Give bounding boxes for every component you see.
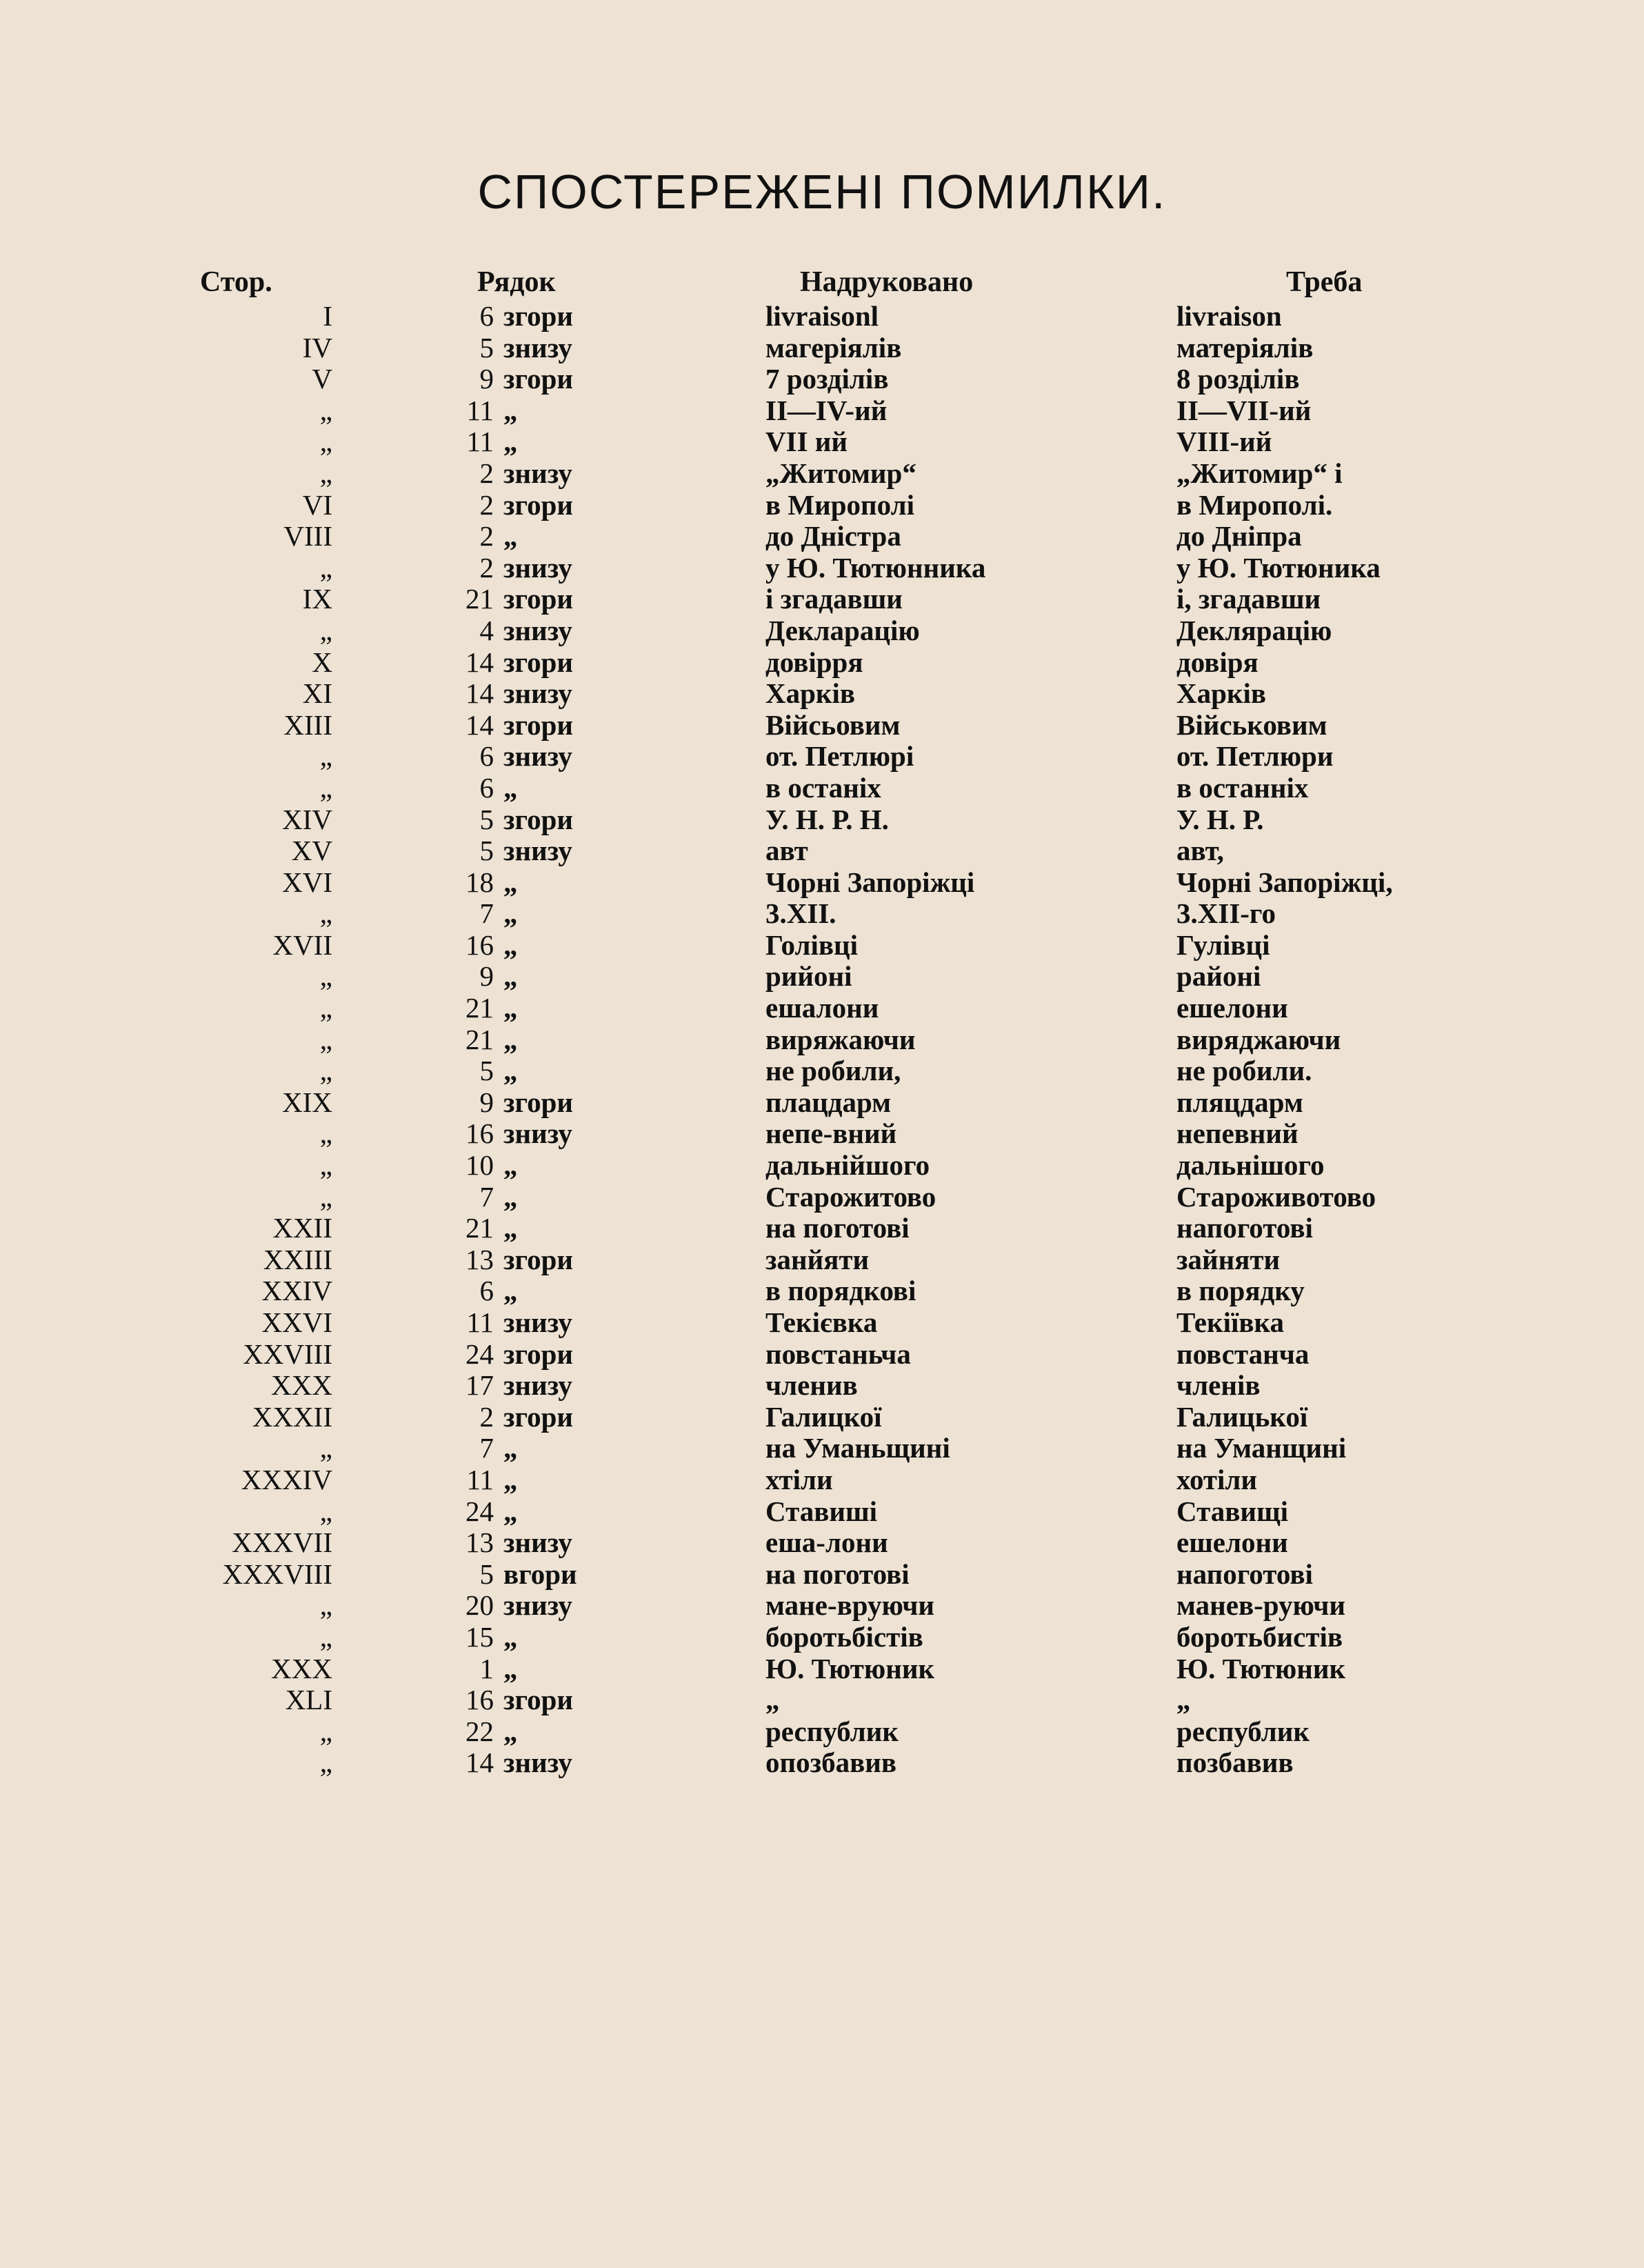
- table-row: [0, 678, 1644, 710]
- cell-line-direction: згори: [503, 1243, 573, 1275]
- cell-line-number: 6: [479, 771, 494, 804]
- cell-line-direction: знизу: [503, 1369, 572, 1402]
- cell-page: „: [319, 1620, 332, 1653]
- table-row: [0, 301, 1644, 332]
- cell-should: районі: [1176, 960, 1261, 993]
- cell-page: „: [319, 1055, 332, 1087]
- table-row: [0, 1716, 1644, 1748]
- cell-line-direction: знизу: [503, 1526, 572, 1559]
- header-should: Треба: [1286, 266, 1363, 298]
- cell-printed: Текієвка: [765, 1306, 878, 1338]
- cell-should: ешелони: [1176, 992, 1288, 1024]
- cell-page: „: [319, 1117, 332, 1150]
- cell-line-number: 6: [479, 740, 494, 773]
- cell-line-direction: згори: [503, 583, 573, 615]
- cell-line-direction: „: [503, 960, 518, 993]
- table-row: [0, 1684, 1644, 1716]
- cell-line-number: 10: [465, 1149, 494, 1182]
- cell-should: Військовим: [1176, 708, 1327, 741]
- cell-line-direction: „: [503, 1180, 518, 1213]
- errata-table: [0, 301, 1644, 1779]
- cell-page: X: [312, 646, 332, 678]
- cell-printed: Ставиші: [765, 1495, 877, 1527]
- cell-should: зайняти: [1176, 1243, 1281, 1275]
- cell-page: XLI: [285, 1684, 332, 1716]
- cell-line-number: 7: [479, 1180, 494, 1213]
- cell-printed: мане-вруючи: [765, 1589, 935, 1622]
- table-row: [0, 553, 1644, 584]
- cell-printed: Харків: [765, 677, 856, 710]
- cell-line-direction: знизу: [503, 1589, 572, 1622]
- cell-printed: довірря: [765, 646, 863, 678]
- cell-line-direction: знизу: [503, 614, 572, 646]
- cell-printed: на поготові: [765, 1558, 910, 1590]
- cell-printed: еша-лони: [765, 1526, 888, 1559]
- cell-line-number: 5: [479, 1558, 494, 1590]
- cell-line-direction: „: [503, 1620, 518, 1653]
- cell-should: авт,: [1176, 835, 1224, 867]
- cell-line-direction: згори: [503, 300, 573, 332]
- cell-should: на Уманщині: [1176, 1432, 1347, 1464]
- table-row: [0, 615, 1644, 647]
- table-row: [0, 1747, 1644, 1779]
- cell-should: манев-руючи: [1176, 1589, 1346, 1622]
- cell-line-direction: згори: [503, 1337, 573, 1370]
- cell-should: виряджаючи: [1176, 1023, 1341, 1055]
- cell-should: 3.XII-го: [1176, 897, 1276, 930]
- cell-printed: не робили,: [765, 1055, 901, 1087]
- cell-printed: Старожитово: [765, 1180, 936, 1213]
- table-row: [0, 1275, 1644, 1307]
- cell-should: от. Петлюри: [1176, 740, 1334, 773]
- cell-page: XVI: [282, 866, 332, 898]
- cell-should: Ставищі: [1176, 1495, 1288, 1527]
- cell-printed: Чорні Запоріжці: [765, 866, 975, 898]
- cell-line-direction: згори: [503, 488, 573, 521]
- cell-page: „: [319, 394, 332, 426]
- table-row: [0, 332, 1644, 364]
- cell-line-number: 11: [466, 1306, 494, 1338]
- cell-page: „: [319, 771, 332, 804]
- cell-page: XXXII: [252, 1400, 332, 1433]
- cell-page: „: [319, 551, 332, 584]
- cell-line-number: 18: [465, 866, 494, 898]
- cell-line-direction: згори: [503, 1684, 573, 1716]
- table-row: [0, 1307, 1644, 1339]
- cell-printed: занйяти: [765, 1243, 870, 1275]
- cell-line-number: 9: [479, 1086, 494, 1118]
- cell-printed: „: [765, 1684, 780, 1716]
- cell-page: „: [319, 1180, 332, 1213]
- cell-page: „: [319, 457, 332, 489]
- cell-line-direction: знизу: [503, 1117, 572, 1150]
- cell-page: XIII: [283, 708, 332, 741]
- table-row: [0, 1150, 1644, 1182]
- cell-line-number: 5: [479, 1055, 494, 1087]
- cell-printed: і згадавши: [765, 583, 903, 615]
- cell-line-number: 4: [479, 614, 494, 646]
- cell-line-direction: знизу: [503, 835, 572, 867]
- cell-should: в останніх: [1176, 771, 1309, 804]
- table-row: [0, 1087, 1644, 1119]
- cell-line-number: 6: [479, 1275, 494, 1307]
- table-row: [0, 1653, 1644, 1685]
- cell-should: Галицької: [1176, 1400, 1308, 1433]
- table-row: [0, 426, 1644, 458]
- cell-line-number: 16: [465, 1684, 494, 1716]
- table-row: [0, 773, 1644, 804]
- cell-page: XVII: [272, 928, 332, 961]
- cell-line-number: 11: [466, 426, 494, 458]
- table-row: [0, 898, 1644, 930]
- table-row: [0, 1213, 1644, 1244]
- cell-line-number: 5: [479, 835, 494, 867]
- cell-line-number: 11: [466, 394, 494, 426]
- cell-line-number: 14: [465, 708, 494, 741]
- cell-line-number: 9: [479, 363, 494, 395]
- table-row: [0, 1339, 1644, 1371]
- cell-page: XXIV: [261, 1275, 332, 1307]
- cell-page: „: [319, 1432, 332, 1464]
- header-printed: Надруковано: [800, 266, 974, 298]
- cell-printed: республик: [765, 1715, 899, 1747]
- cell-line-number: 1: [479, 1652, 494, 1684]
- cell-page: XXVIII: [243, 1337, 332, 1370]
- cell-line-number: 7: [479, 1432, 494, 1464]
- cell-line-number: 2: [479, 520, 494, 553]
- cell-should: хотіли: [1176, 1463, 1258, 1495]
- cell-should: Ю. Тютюник: [1176, 1652, 1346, 1684]
- cell-should: Староживотово: [1176, 1180, 1376, 1213]
- cell-should: livraison: [1176, 300, 1282, 332]
- table-row: [0, 647, 1644, 679]
- cell-printed: членив: [765, 1369, 858, 1402]
- cell-line-number: 21: [465, 1212, 494, 1244]
- cell-line-direction: „: [503, 928, 518, 961]
- cell-page: „: [319, 614, 332, 646]
- cell-line-direction: „: [503, 1275, 518, 1307]
- cell-printed: повстаньча: [765, 1337, 911, 1370]
- cell-page: XXXVII: [232, 1526, 332, 1559]
- cell-line-direction: „: [503, 1432, 518, 1464]
- cell-page: „: [319, 1023, 332, 1055]
- cell-should: непевний: [1176, 1117, 1299, 1150]
- cell-should: у Ю. Тютюника: [1176, 551, 1381, 584]
- table-row: [0, 1559, 1644, 1591]
- table-row: [0, 867, 1644, 899]
- cell-printed: боротьбістів: [765, 1620, 923, 1653]
- cell-printed: в останіх: [765, 771, 881, 804]
- cell-should: Гулівці: [1176, 928, 1270, 961]
- cell-line-direction: „: [503, 897, 518, 930]
- cell-printed: магеріялів: [765, 331, 902, 364]
- cell-page: XIX: [282, 1086, 332, 1118]
- table-row: [0, 490, 1644, 521]
- cell-line-direction: „: [503, 394, 518, 426]
- cell-printed: II—IV-ий: [765, 394, 888, 426]
- cell-page: „: [319, 1149, 332, 1182]
- cell-line-direction: знизу: [503, 1747, 572, 1779]
- cell-should: не робили.: [1176, 1055, 1312, 1087]
- cell-printed: Війсьовим: [765, 708, 901, 741]
- table-row: [0, 1370, 1644, 1402]
- cell-should: і, згадавши: [1176, 583, 1321, 615]
- cell-page: IX: [302, 583, 332, 615]
- cell-line-direction: знизу: [503, 1306, 572, 1338]
- table-row: [0, 1244, 1644, 1276]
- table-row: [0, 804, 1644, 836]
- cell-line-direction: згори: [503, 803, 573, 835]
- cell-printed: У. Н. Р. Н.: [765, 803, 889, 835]
- cell-line-direction: згори: [503, 363, 573, 395]
- cell-line-direction: знизу: [503, 551, 572, 584]
- cell-line-number: 16: [465, 1117, 494, 1150]
- table-row: [0, 930, 1644, 962]
- header-line: Рядок: [477, 266, 556, 298]
- cell-should: до Дніпра: [1176, 520, 1302, 553]
- cell-line-direction: знизу: [503, 331, 572, 364]
- cell-line-number: 24: [465, 1337, 494, 1370]
- cell-printed: опозбавив: [765, 1747, 897, 1779]
- cell-line-direction: вгори: [503, 1558, 577, 1590]
- cell-line-direction: згори: [503, 708, 573, 741]
- cell-line-direction: „: [503, 1495, 518, 1527]
- cell-page: VI: [302, 488, 332, 521]
- cell-page: „: [319, 426, 332, 458]
- cell-line-number: 13: [465, 1243, 494, 1275]
- cell-line-number: 16: [465, 928, 494, 961]
- cell-line-direction: знизу: [503, 677, 572, 710]
- cell-should: республик: [1176, 1715, 1310, 1747]
- cell-line-direction: згори: [503, 646, 573, 678]
- cell-page: „: [319, 960, 332, 993]
- cell-line-direction: „: [503, 1023, 518, 1055]
- cell-page: IV: [302, 331, 332, 364]
- cell-should: позбавив: [1176, 1747, 1294, 1779]
- table-row: [0, 364, 1644, 395]
- cell-should: II—VII-ий: [1176, 394, 1312, 426]
- cell-should: напоготові: [1176, 1212, 1313, 1244]
- cell-page: „: [319, 740, 332, 773]
- cell-line-direction: згори: [503, 1086, 573, 1118]
- cell-line-number: 21: [465, 1023, 494, 1055]
- cell-line-number: 21: [465, 992, 494, 1024]
- cell-line-number: 5: [479, 331, 494, 364]
- table-row: [0, 521, 1644, 553]
- cell-line-number: 2: [479, 1400, 494, 1433]
- cell-printed: Ю. Тютюник: [765, 1652, 935, 1684]
- cell-page: „: [319, 897, 332, 930]
- cell-page: XIV: [282, 803, 332, 835]
- table-row: [0, 1182, 1644, 1213]
- header-page: Стор.: [200, 266, 272, 298]
- cell-should: „Житомир“ і: [1176, 457, 1343, 489]
- cell-should: довіря: [1176, 646, 1259, 678]
- table-row: [0, 1433, 1644, 1464]
- cell-page: XXII: [272, 1212, 332, 1244]
- cell-line-direction: „: [503, 1055, 518, 1087]
- cell-page: XXX: [271, 1652, 332, 1684]
- cell-line-direction: „: [503, 426, 518, 458]
- cell-page: XV: [291, 835, 332, 867]
- cell-page: I: [323, 300, 332, 332]
- cell-printed: Декларацію: [765, 614, 920, 646]
- cell-printed: ешалони: [765, 992, 879, 1024]
- cell-line-number: 9: [479, 960, 494, 993]
- cell-printed: 7 розділів: [765, 363, 889, 395]
- table-row: [0, 835, 1644, 867]
- cell-page: „: [319, 1747, 332, 1779]
- cell-should: У. Н. Р.: [1176, 803, 1264, 835]
- cell-should: повстанча: [1176, 1337, 1310, 1370]
- cell-printed: плацдарм: [765, 1086, 892, 1118]
- cell-line-direction: „: [503, 1149, 518, 1182]
- cell-printed: Галицкої: [765, 1400, 882, 1433]
- cell-page: XXIII: [263, 1243, 332, 1275]
- cell-page: XXXVIII: [222, 1558, 332, 1590]
- cell-should: напоготові: [1176, 1558, 1313, 1590]
- cell-printed: на поготові: [765, 1212, 910, 1244]
- table-row: [0, 1496, 1644, 1528]
- cell-line-direction: знизу: [503, 740, 572, 773]
- table-row: [0, 1464, 1644, 1496]
- table-row: [0, 458, 1644, 490]
- cell-should: Текіївка: [1176, 1306, 1285, 1338]
- cell-should: 8 розділів: [1176, 363, 1300, 395]
- table-row: [0, 961, 1644, 993]
- cell-line-direction: „: [503, 1212, 518, 1244]
- cell-should: Чорні Запоріжці,: [1176, 866, 1393, 898]
- cell-printed: в Мирополі: [765, 488, 914, 521]
- cell-printed: от. Петлюрі: [765, 740, 914, 773]
- cell-should: в порядку: [1176, 1275, 1305, 1307]
- cell-printed: livraisonl: [765, 300, 879, 332]
- page-title: СПОСТЕРЕЖЕНІ ПОМИЛКИ.: [477, 165, 1167, 219]
- cell-printed: в порядкові: [765, 1275, 916, 1307]
- cell-line-direction: „: [503, 1463, 518, 1495]
- cell-line-number: 5: [479, 803, 494, 835]
- cell-line-number: 14: [465, 646, 494, 678]
- cell-line-number: 11: [466, 1463, 494, 1495]
- cell-line-number: 22: [465, 1715, 494, 1747]
- cell-page: XI: [302, 677, 332, 710]
- cell-line-number: 20: [465, 1589, 494, 1622]
- table-row: [0, 1527, 1644, 1559]
- table-row: [0, 1055, 1644, 1087]
- table-row: [0, 1402, 1644, 1433]
- cell-printed: рийоні: [765, 960, 852, 993]
- cell-page: „: [319, 1715, 332, 1747]
- table-row: [0, 584, 1644, 615]
- cell-page: XXX: [271, 1369, 332, 1402]
- cell-printed: у Ю. Тютюнника: [765, 551, 986, 584]
- cell-line-direction: „: [503, 992, 518, 1024]
- cell-should: членів: [1176, 1369, 1261, 1402]
- cell-should: матеріялів: [1176, 331, 1314, 364]
- cell-line-number: 15: [465, 1620, 494, 1653]
- cell-printed: виряжаючи: [765, 1023, 916, 1055]
- cell-page: „: [319, 992, 332, 1024]
- cell-printed: Голівці: [765, 928, 858, 961]
- cell-line-number: 2: [479, 488, 494, 521]
- cell-should: VIII-ий: [1176, 426, 1272, 458]
- cell-line-number: 14: [465, 1747, 494, 1779]
- table-row: [0, 1590, 1644, 1622]
- cell-printed: авт: [765, 835, 808, 867]
- cell-line-number: 17: [465, 1369, 494, 1402]
- cell-line-number: 2: [479, 457, 494, 489]
- table-row: [0, 1024, 1644, 1056]
- cell-line-number: 6: [479, 300, 494, 332]
- cell-should: Харків: [1176, 677, 1267, 710]
- cell-should: боротьбистів: [1176, 1620, 1343, 1653]
- table-row: [0, 710, 1644, 742]
- cell-line-direction: „: [503, 866, 518, 898]
- cell-should: в Мирополі.: [1176, 488, 1333, 521]
- cell-line-number: 14: [465, 677, 494, 710]
- cell-line-number: 24: [465, 1495, 494, 1527]
- cell-printed: на Уманьщині: [765, 1432, 950, 1464]
- cell-line-direction: „: [503, 1715, 518, 1747]
- cell-should: Деклярацію: [1176, 614, 1332, 646]
- cell-should: „: [1176, 1684, 1191, 1716]
- cell-printed: дальнійшого: [765, 1149, 930, 1182]
- cell-printed: непе-вний: [765, 1117, 897, 1150]
- cell-should: дальнішого: [1176, 1149, 1325, 1182]
- table-header: [0, 266, 1644, 300]
- cell-page: „: [319, 1495, 332, 1527]
- cell-line-number: 7: [479, 897, 494, 930]
- table-row: [0, 395, 1644, 427]
- cell-should: ешелони: [1176, 1526, 1288, 1559]
- table-row: [0, 1118, 1644, 1150]
- cell-line-direction: „: [503, 771, 518, 804]
- cell-printed: до Дністра: [765, 520, 901, 553]
- table-row: [0, 993, 1644, 1024]
- cell-line-number: 21: [465, 583, 494, 615]
- cell-printed: „Житомир“: [765, 457, 916, 489]
- cell-line-direction: згори: [503, 1400, 573, 1433]
- cell-line-number: 13: [465, 1526, 494, 1559]
- cell-page: VIII: [283, 520, 332, 553]
- cell-page: XXXIV: [241, 1463, 332, 1495]
- table-row: [0, 1622, 1644, 1653]
- cell-should: пляцдарм: [1176, 1086, 1303, 1118]
- cell-line-direction: знизу: [503, 457, 572, 489]
- cell-line-direction: „: [503, 520, 518, 553]
- cell-line-number: 2: [479, 551, 494, 584]
- table-row: [0, 741, 1644, 773]
- cell-page: „: [319, 1589, 332, 1622]
- cell-printed: 3.XII.: [765, 897, 836, 930]
- cell-page: XXVI: [261, 1306, 332, 1338]
- cell-printed: VII ий: [765, 426, 848, 458]
- cell-printed: хтіли: [765, 1463, 833, 1495]
- cell-page: V: [312, 363, 332, 395]
- cell-line-direction: „: [503, 1652, 518, 1684]
